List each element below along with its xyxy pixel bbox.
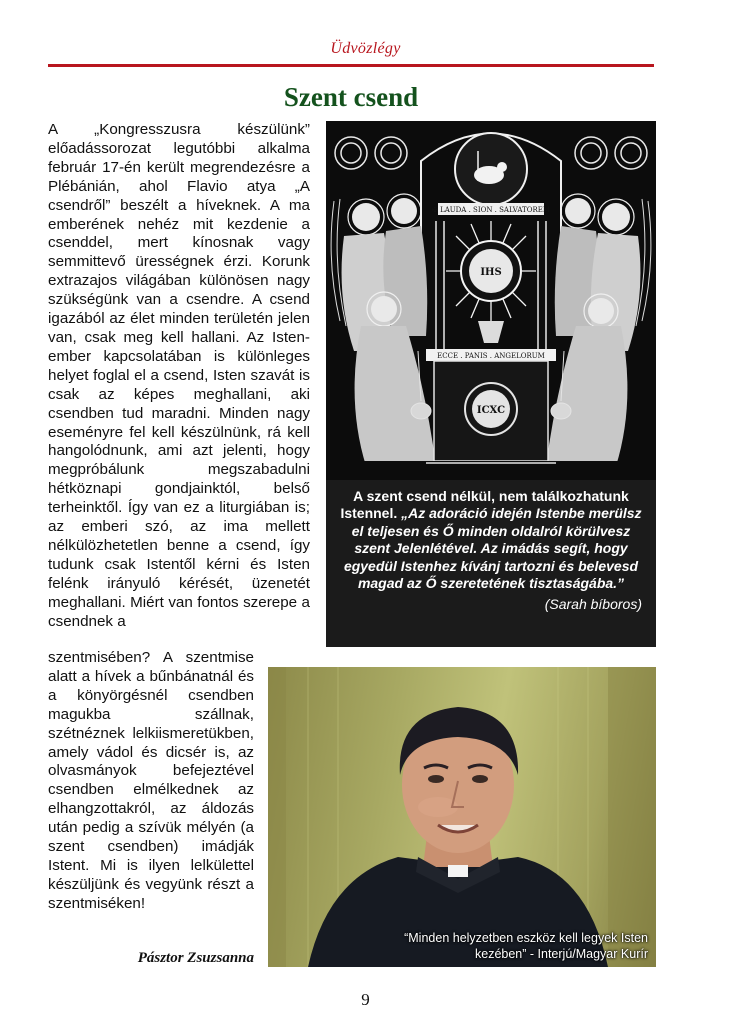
article-body-part-1: A „Kongresszusra készülünk” előadássorozat legutóbbi alkalma február 17-én került megrendezésre a Plébánián, ahol Flavio atya „A csendről” beszélt a híveknek. A ma emberének nehéz mit kezdenie a csenddel, mert kínosnak vagy semmittevő ürességnek érzi. Korunk extrazajos világában különösen nagy szükségünk van a csendre. A csend igazából az élet minden területén jelen van, csak meg kell hallani. Az Isten-ember kapcsolatában is különleges helyet foglal el a csend, Isten szavát is csak az képes meghallani, aki csendben tud maradni. Minden nagy eseményre fel kell készülnünk, rá kell hangolódnunk, ami azt jelenti, hogy megpróbálunk megszabadulni hétköznapi gondjainktól, belső terheinktől. Így van ez a liturgiában is; az emberi szó, az ima mellett nélkülözhetetlen benne a csend, így tudunk csak Istentől kérni és Isten felénk irányuló kérését, üzenetét meghallani. Miért van fontos szerepe a csendnek a <box>48 121 310 630</box>
engraving-chalice-text: ICXC <box>476 405 506 416</box>
running-header: Üdvözlégy <box>330 40 401 57</box>
quote-lead: A szent csend nélkül, nem találkozhatunk Istennel. <box>340 488 629 522</box>
eucharist-engraving-image <box>326 121 656 480</box>
quote-source: (Sarah bíboros) <box>544 596 642 613</box>
priest-portrait-photo <box>268 667 656 967</box>
header-rule <box>48 64 654 67</box>
quote-caption-box <box>326 480 656 647</box>
engraving-host-text: IHS <box>480 267 502 278</box>
article-body-part-2: szentmisében? A szentmise alatt a hívek a bűnbánatnál és a könyörgésnél csendben magukba szállnak, szétnéznek lelkiismeretükben, amely vádol és dicsér is, az olvasmányok befejeztével csendben elmélkednek az elhangzottakról, az áldozás után pedig a szívük mélyén (a szent csendben) imádják Istent. Mi is ilyen lelkülettel készüljünk és vegyünk részt a szentmiséken! <box>48 649 254 912</box>
quote-text: „Az adoráció idején Istenbe merülsz el teljesen és Ő minden oldalról körülvesz szent Jelenlétével. Az imádás segít, hogy egyedül Istenhez kívánj tartozni és belevesd magad az Ő szeretetének tisztaságába.” <box>343 505 642 592</box>
engraving-banner-text: ✠ LAUDA . SION . SALVATOREM <box>431 206 551 214</box>
article-title: Szent csend <box>283 82 419 112</box>
engraving-altar-text: ECCE . PANIS . ANGELORUM <box>437 352 545 360</box>
page-number: 9 <box>361 990 370 1009</box>
article-author: Pásztor Zsuzsanna <box>137 950 254 966</box>
photo-caption: “Minden helyzetben eszköz kell legyek Isten kezében” - Interjú/Magyar Kurír <box>404 931 648 961</box>
